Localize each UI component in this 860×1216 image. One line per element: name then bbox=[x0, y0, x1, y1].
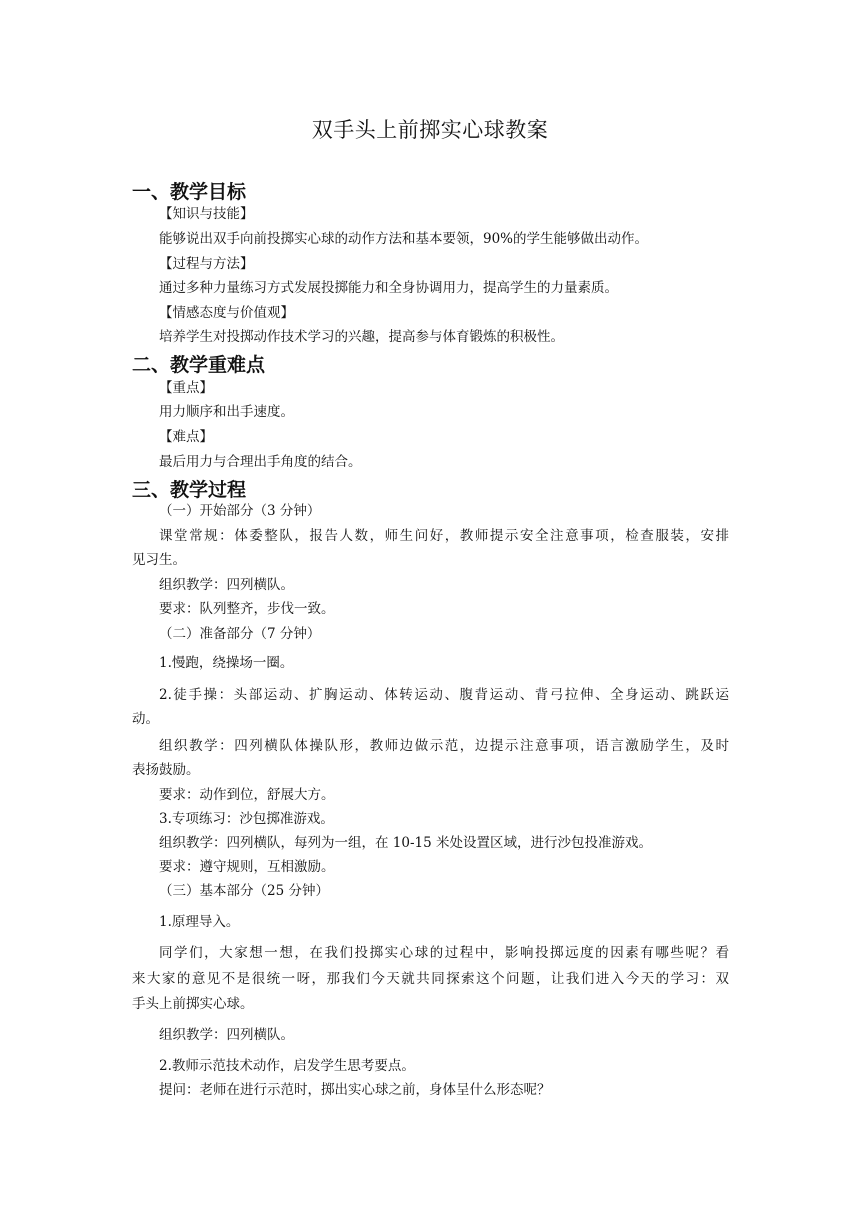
paragraph-line: 1.原理导入。 bbox=[159, 914, 240, 930]
paragraph-line: 2.教师示范技术动作，启发学生思考要点。 bbox=[159, 1058, 415, 1074]
paragraph-line: 能够说出双手向前投掷实心球的动作方法和基本要领，90%的学生能够做出动作。 bbox=[159, 231, 649, 247]
paragraph-line: 要求：遵守规则，互相激励。 bbox=[159, 859, 335, 875]
part-heading-warmup: （二）准备部分（7 分钟） bbox=[159, 626, 321, 642]
part-heading-opening: （一）开始部分（3 分钟） bbox=[159, 503, 321, 519]
paragraph-line: 提问：老师在进行示范时，掷出实心球之前，身体呈什么形态呢？ bbox=[159, 1082, 551, 1098]
section-heading-process: 三、教学过程 bbox=[132, 479, 247, 501]
subheading-key: 【重点】 bbox=[159, 380, 213, 396]
paragraph-line: 1.慢跑，绕操场一圈。 bbox=[159, 655, 294, 671]
subheading-difficulty: 【难点】 bbox=[159, 429, 213, 445]
paragraph-line: 组织教学：四列横队，每列为一组，在 10-15 米处设置区域，进行沙包投准游戏。 bbox=[159, 835, 652, 851]
subheading-knowledge: 【知识与技能】 bbox=[159, 206, 254, 222]
subheading-attitude: 【情感态度与价值观】 bbox=[159, 305, 294, 321]
section-heading-key-points: 二、教学重难点 bbox=[132, 354, 266, 376]
paragraph-line: 要求：队列整齐，步伐一致。 bbox=[159, 601, 335, 617]
section-heading-goals: 一、教学目标 bbox=[132, 181, 247, 203]
paragraph-line: 组织教学：四列横队。 bbox=[159, 1027, 294, 1043]
paragraph-line: 最后用力与合理出手角度的结合。 bbox=[159, 454, 362, 470]
part-heading-basic: （三）基本部分（25 分钟） bbox=[159, 883, 329, 899]
paragraph-line: 3.专项练习：沙包掷准游戏。 bbox=[159, 811, 334, 827]
paragraph-line: 培养学生对投掷动作技术学习的兴趣，提高参与体育锻炼的积极性。 bbox=[159, 329, 564, 345]
subheading-process: 【过程与方法】 bbox=[159, 256, 254, 272]
paragraph-line: 手头上前掷实心球。 bbox=[132, 996, 254, 1012]
paragraph-line: 见习生。 bbox=[132, 552, 186, 568]
paragraph-line: 动。 bbox=[132, 711, 159, 727]
paragraph-line: 2.徒手操：头部运动、扩胸运动、体转运动、腹背运动、背弓拉伸、全身运动、跳跃运 bbox=[159, 687, 729, 703]
paragraph-line: 来大家的意见不是很统一呀，那我们今天就共同探索这个问题，让我们进入今天的学习：双 bbox=[132, 971, 729, 987]
paragraph-line: 用力顺序和出手速度。 bbox=[159, 404, 294, 420]
paragraph-line: 组织教学：四列横队体操队形，教师边做示范，边提示注意事项，语言激励学生，及时 bbox=[159, 738, 729, 754]
paragraph-line: 同学们，大家想一想，在我们投掷实心球的过程中，影响投掷远度的因素有哪些呢？看 bbox=[159, 945, 729, 961]
paragraph-line: 组织教学：四列横队。 bbox=[159, 577, 294, 593]
paragraph-line: 表扬鼓励。 bbox=[132, 762, 200, 778]
paragraph-line: 通过多种力量练习方式发展投掷能力和全身协调用力，提高学生的力量素质。 bbox=[159, 280, 618, 296]
paragraph-line: 课堂常规：体委整队，报告人数，师生问好，教师提示安全注意事项，检查服装，安排 bbox=[159, 528, 729, 544]
document-title: 双手头上前掷实心球教案 bbox=[311, 118, 549, 142]
paragraph-line: 要求：动作到位，舒展大方。 bbox=[159, 787, 335, 803]
